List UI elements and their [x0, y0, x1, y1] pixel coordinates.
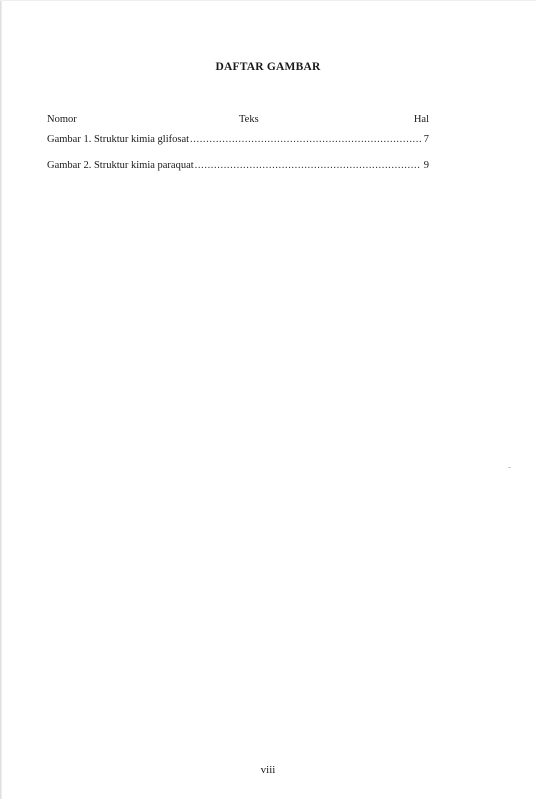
figure-list-item	[47, 160, 429, 174]
page-number: viii	[260, 764, 276, 776]
figure-list-item	[47, 134, 429, 148]
page-left-edge	[0, 0, 2, 799]
figure-entry-page: 9	[423, 160, 429, 171]
page-top-edge	[0, 0, 536, 1]
column-header-teks: Teks	[239, 114, 259, 125]
figure-entry-label: Gambar 1. Struktur kimia glifosat	[47, 134, 190, 145]
column-header-hal: Hal	[413, 114, 429, 125]
column-header-nomor: Nomor	[47, 114, 77, 125]
dot-leader	[195, 160, 421, 171]
figure-entry-page: 7	[423, 134, 429, 145]
dot-leader	[190, 134, 421, 145]
page-title: DAFTAR GAMBAR	[215, 61, 321, 73]
scan-speck	[508, 467, 511, 468]
figure-entry-label: Gambar 2. Struktur kimia paraquat	[47, 160, 194, 171]
table-header	[47, 114, 429, 128]
